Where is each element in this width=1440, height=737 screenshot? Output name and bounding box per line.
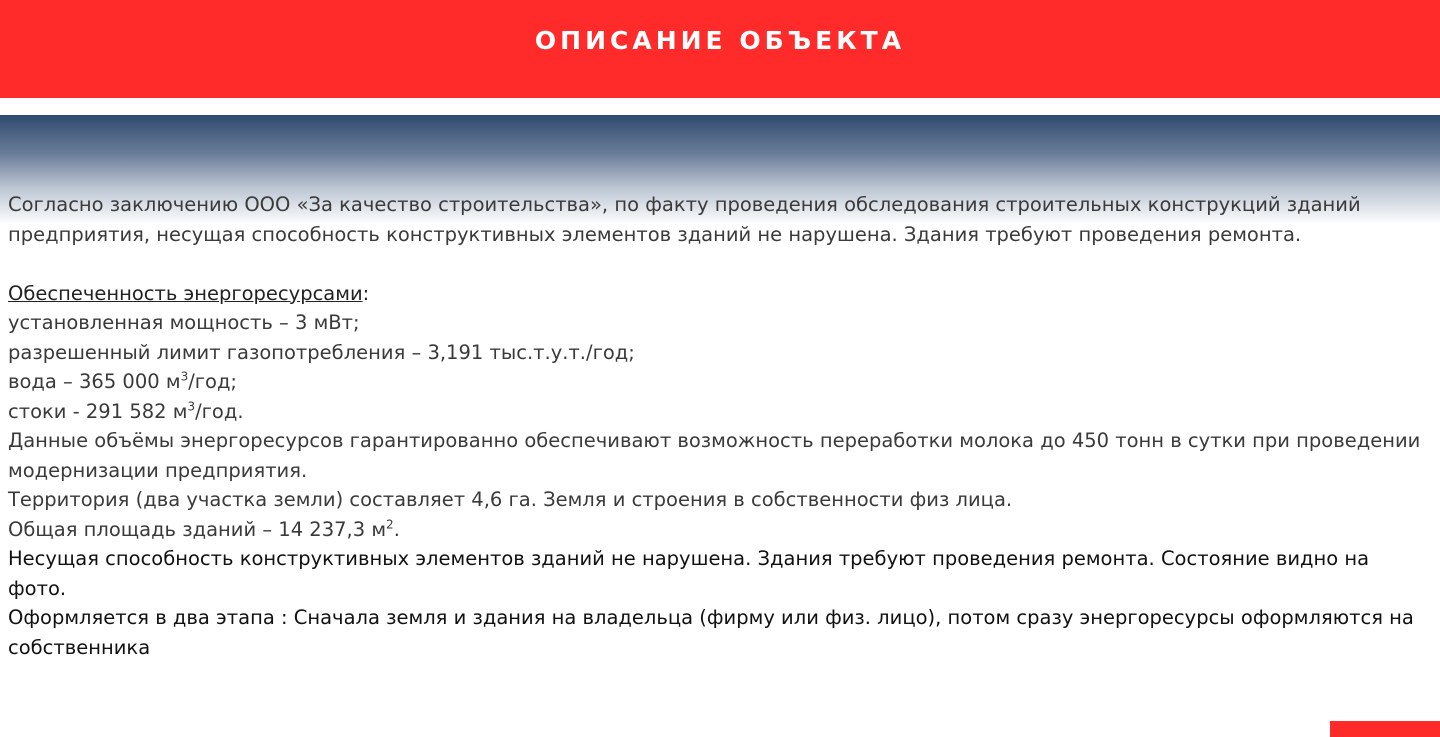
sewage-unit-sup: 3 [187,399,196,413]
power-line: установленная мощность – 3 мВт; [8,311,360,334]
energy-heading-colon: : [362,281,370,305]
gas-limit-line: разрешенный лимит газопотребления – 3,191 тыс.т.у.т./год; [8,340,635,364]
water-unit: /год; [188,370,238,393]
territory-line: Территория (два участка земли) составляет 4,6 га. Земля и строения в собственности физ лица. [8,488,1013,511]
corner-accent-bar [1330,721,1440,737]
condition-paragraph: Несущая способность конструктивных элементов зданий не нарушена. Здания требуют проведения ремонта. Состояние видно на фото. [8,547,1370,600]
intro-paragraph: Согласно заключению ООО «За качество строительства», по факту проведения обследования строительных конструкций зданий предприятия, несущая способность конструктивных элементов зданий не нарушена. Здания требуют проведения ремонта. [8,193,1361,246]
energy-heading-text: Обеспеченность энергоресурсами [8,281,363,305]
content-block [8,190,1432,662]
area-unit-sup: 2 [386,517,394,531]
sewage-line [8,397,1432,427]
area-line [8,515,1432,545]
registration-paragraph: Оформляется в два этапа : Сначала земля и здания на владельца (фирму или физ. лицо), потом сразу энергоресурсы оформляются на собственника [8,606,1414,659]
sewage-value: стоки - 291 582 м [8,399,188,423]
title-bar [0,0,1440,98]
energy-heading [8,279,1432,309]
paragraph-spacer [8,249,1432,279]
area-value: Общая площадь зданий – 14 237,3 м [8,517,387,541]
water-value: вода – 365 000 м [8,370,181,393]
sewage-unit: /год. [195,399,244,423]
page-title: ОПИСАНИЕ ОБЪЕКТА [534,26,906,55]
water-line [8,367,1432,397]
water-unit-sup: 3 [180,369,189,384]
capacity-paragraph: Данные объёмы энергоресурсов гарантированно обеспечивают возможность переработки молока до 450 тонн в сутки при проведении модернизации предприятия. [8,429,1421,482]
area-unit: . [393,517,400,541]
